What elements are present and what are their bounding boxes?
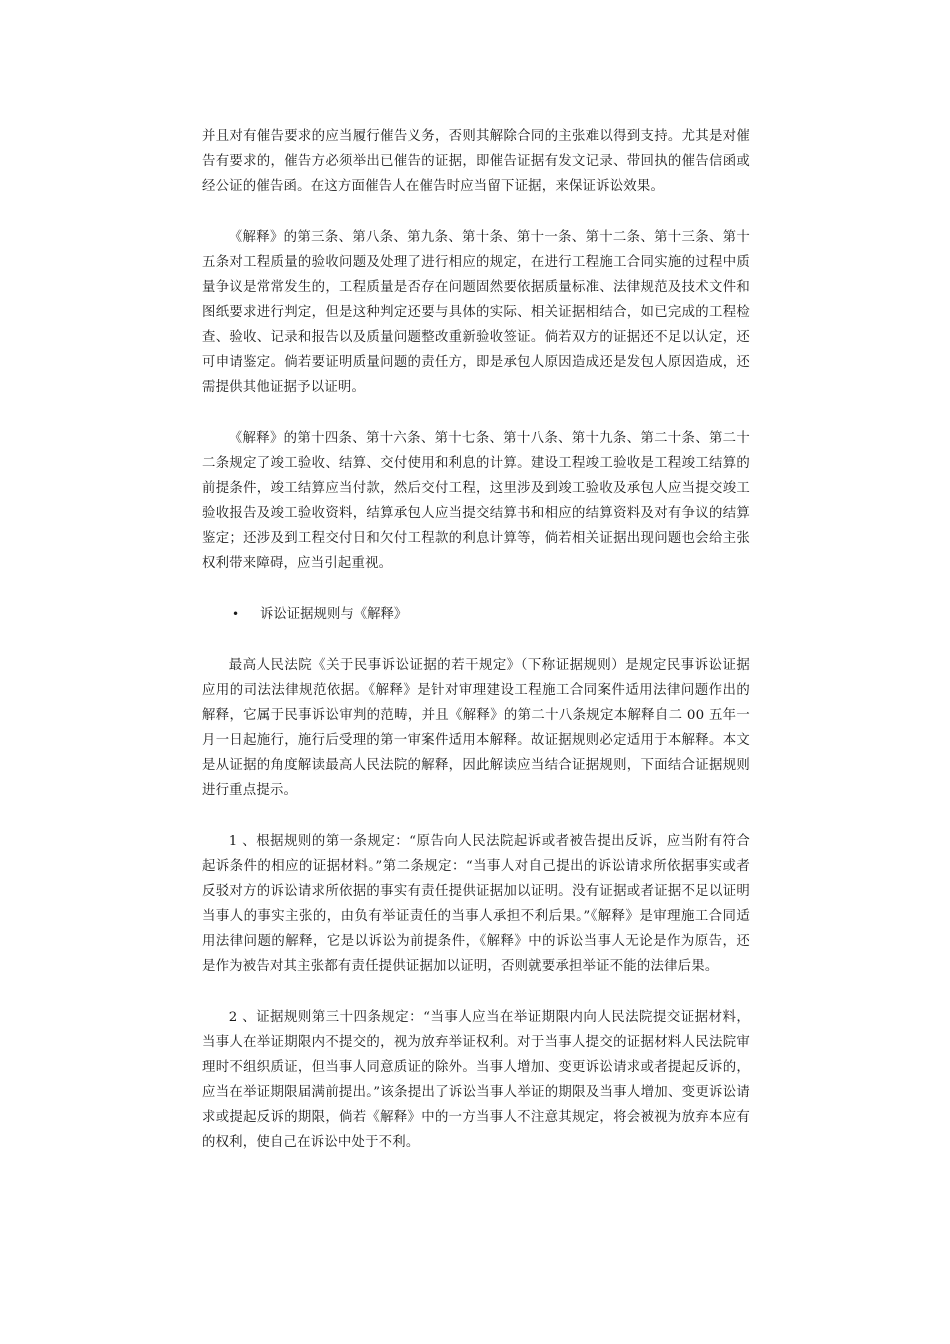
paragraph-evidence-rules: 最高人民法院《关于民事诉讼证据的若干规定》（下称证据规则）是规定民事诉讼证据应用的司法法律规范依据。《解释》是针对审理建设工程施工合同案件适用法律问题作出的解释，它属于民事诉讼审判的范畴，并且《解释》的第二十八条规定本解释自二 00 五年一月一日起施行，施行后受理的第一审案件适用本解释。故证据规则必定适用于本解释。本文是从证据的角度解读最高人民法院的解释，因此解读应当结合证据规则，下面结合证据规则进行重点提示。 [202, 658, 750, 798]
section-heading [202, 602, 750, 627]
paragraph-completion-settlement: 《解释》的第十四条、第十六条、第十七条、第十八条、第十九条、第二十条、第二十二条规定了竣工验收、结算、交付使用和利息的计算。建设工程竣工验收是工程竣工结算的前提条件，竣工结算应当付款，然后交付工程，这里涉及到竣工验收及承包人应当提交竣工验收报告及竣工验收资料，结算承包人应当提交结算书和相应的结算资料及对有争议的结算鉴定；还涉及到工程交付日和欠付工程款的利息计算等，倘若相关证据出现问题也会给主张权利带来障碍，应当引起重视。 [202, 431, 750, 571]
bullet-icon: • [232, 607, 240, 621]
paragraph-notice-evidence: 并且对有催告要求的应当履行催告义务，否则其解除合同的主张难以得到支持。尤其是对催告有要求的，催告方必须举出已催告的证据，即催告证据有发文记录、带回执的催告信函或经公证的催告函。在这方面催告人在催告时应当留下证据，来保证诉讼效果。 [202, 129, 750, 194]
paragraph-rule-2: 2 、证据规则第三十四条规定：“当事人应当在举证期限内向人民法院提交证据材料，当事人在举证期限内不提交的，视为放弃举证权利。对于当事人提交的证据材料人民法院审理时不组织质证，但当事人同意质证的除外。当事人增加、变更诉讼请求或者提起反诉的，应当在举证期限届满前提出。”该条提出了诉讼当事人举证的期限及当事人增加、变更诉讼请求或提起反诉的期限，倘若《解释》中的一方当事人不注意其规定，将会被视为放弃本应有的权利，使自己在诉讼中处于不利。 [202, 1010, 750, 1150]
section-heading-text: 诉讼证据规则与《解释》 [260, 607, 408, 622]
document-page [202, 124, 750, 1181]
paragraph-rule-1: 1 、根据规则的第一条规定：“原告向人民法院起诉或者被告提出反诉，应当附有符合起诉条件的相应的证据材料。”第二条规定：“当事人对自己提出的诉讼请求所依据事实或者反驳对方的诉讼请求所依据的事实有责任提供证据加以证明。没有证据或者证据不足以证明当事人的事实主张的，由负有举证责任的当事人承担不利后果。”《解释》是审理施工合同适用法律问题的解释，它是以诉讼为前提条件，《解释》中的诉讼当事人无论是作为原告，还是作为被告对其主张都有责任提供证据加以证明，否则就要承担举证不能的法律后果。 [202, 834, 750, 974]
paragraph-quality-acceptance: 《解释》的第三条、第八条、第九条、第十条、第十一条、第十二条、第十三条、第十五条对工程质量的验收问题及处理了进行相应的规定，在进行工程施工合同实施的过程中质量争议是常常发生的，工程质量是否存在问题固然要依据质量标准、法律规范及技术文件和图纸要求进行判定，但是这种判定还要与具体的实际、相关证据相结合，如已完成的工程检查、验收、记录和报告以及质量问题整改重新验收签证。倘若双方的证据还不足以认定，还可申请鉴定。倘若要证明质量问题的责任方，即是承包人原因造成还是发包人原因造成，还需提供其他证据予以证明。 [202, 230, 750, 395]
